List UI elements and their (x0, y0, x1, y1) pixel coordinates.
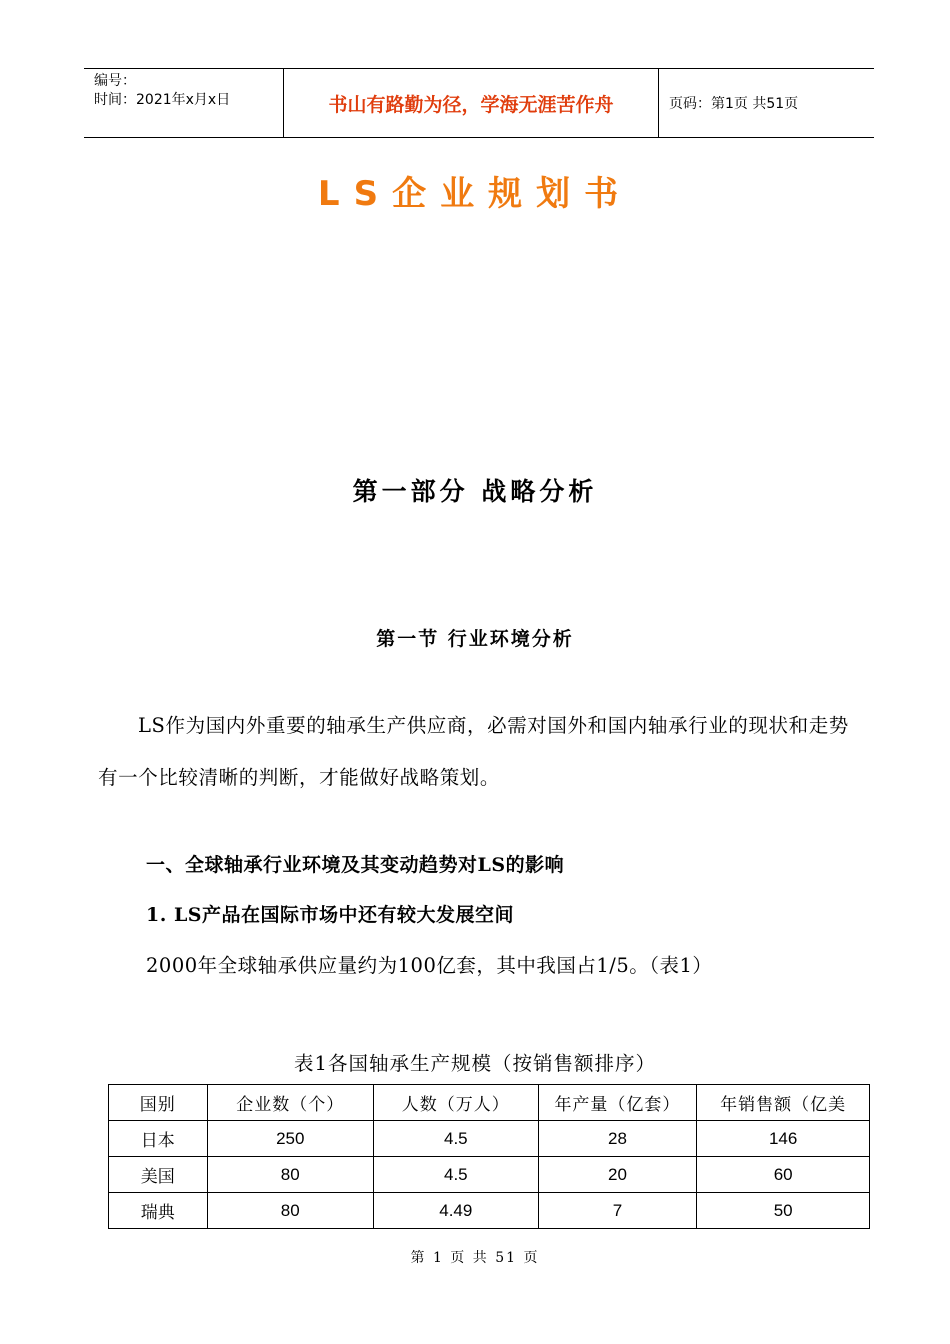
supply-statement: 2000年全球轴承供应量约为100亿套，其中我国占1/5。（表1） (146, 954, 713, 977)
table-cell: 146 (697, 1121, 870, 1157)
table-cell: 60 (697, 1157, 870, 1193)
part-title: 第一部分 战略分析 (352, 477, 598, 506)
table-cell: 80 (207, 1157, 374, 1193)
header-motto: 书山有路勤为径，学海无涯苦作舟 (284, 69, 659, 137)
table-cell: 250 (207, 1121, 374, 1157)
section-title: 第一节 行业环境分析 (376, 628, 574, 650)
table-row (109, 1157, 870, 1193)
column-header-sales: 年销售额（亿美 (697, 1085, 870, 1121)
header-page-info: 页码：第1页 共51页 (669, 96, 799, 112)
time-label: 时间：2021年x月x日 (94, 92, 231, 108)
table-row (109, 1193, 870, 1229)
header-meta (84, 69, 284, 137)
table-cell: 美国 (109, 1157, 208, 1193)
table-cell: 50 (697, 1193, 870, 1229)
production-scale-table (108, 1084, 870, 1229)
table-cell: 7 (538, 1193, 697, 1229)
column-header-employees: 人数（万人） (374, 1085, 539, 1121)
table-cell: 4.5 (374, 1121, 539, 1157)
heading-global-environment: 一、全球轴承行业环境及其变动趋势对LS的影响 (146, 854, 565, 876)
table-header-row (109, 1085, 870, 1121)
table-cell: 日本 (109, 1121, 208, 1157)
column-header-country: 国别 (109, 1085, 208, 1121)
table-cell: 瑞典 (109, 1193, 208, 1229)
table-cell: 4.49 (374, 1193, 539, 1229)
column-header-companies: 企业数（个） (207, 1085, 374, 1121)
table-row (109, 1121, 870, 1157)
intro-paragraph: LS作为国内外重要的轴承生产供应商，必需对国外和国内轴承行业的现状和走势有一个比较清晰的判断，才能做好战略策划。 (98, 714, 849, 789)
table-caption: 表1各国轴承生产规模（按销售额排序） (294, 1052, 656, 1075)
table-cell: 20 (538, 1157, 697, 1193)
page-footer: 第 1 页 共 51 页 (410, 1250, 540, 1266)
table-cell: 4.5 (374, 1157, 539, 1193)
column-header-output: 年产量（亿套） (538, 1085, 697, 1121)
page-header (84, 68, 874, 138)
table-cell: 28 (538, 1121, 697, 1157)
table-cell: 80 (207, 1193, 374, 1229)
heading-international-market: 1. LS产品在国际市场中还有较大发展空间 (146, 904, 515, 926)
document-title: LS企业规划书 (317, 174, 633, 214)
serial-label: 编号： (94, 73, 136, 89)
